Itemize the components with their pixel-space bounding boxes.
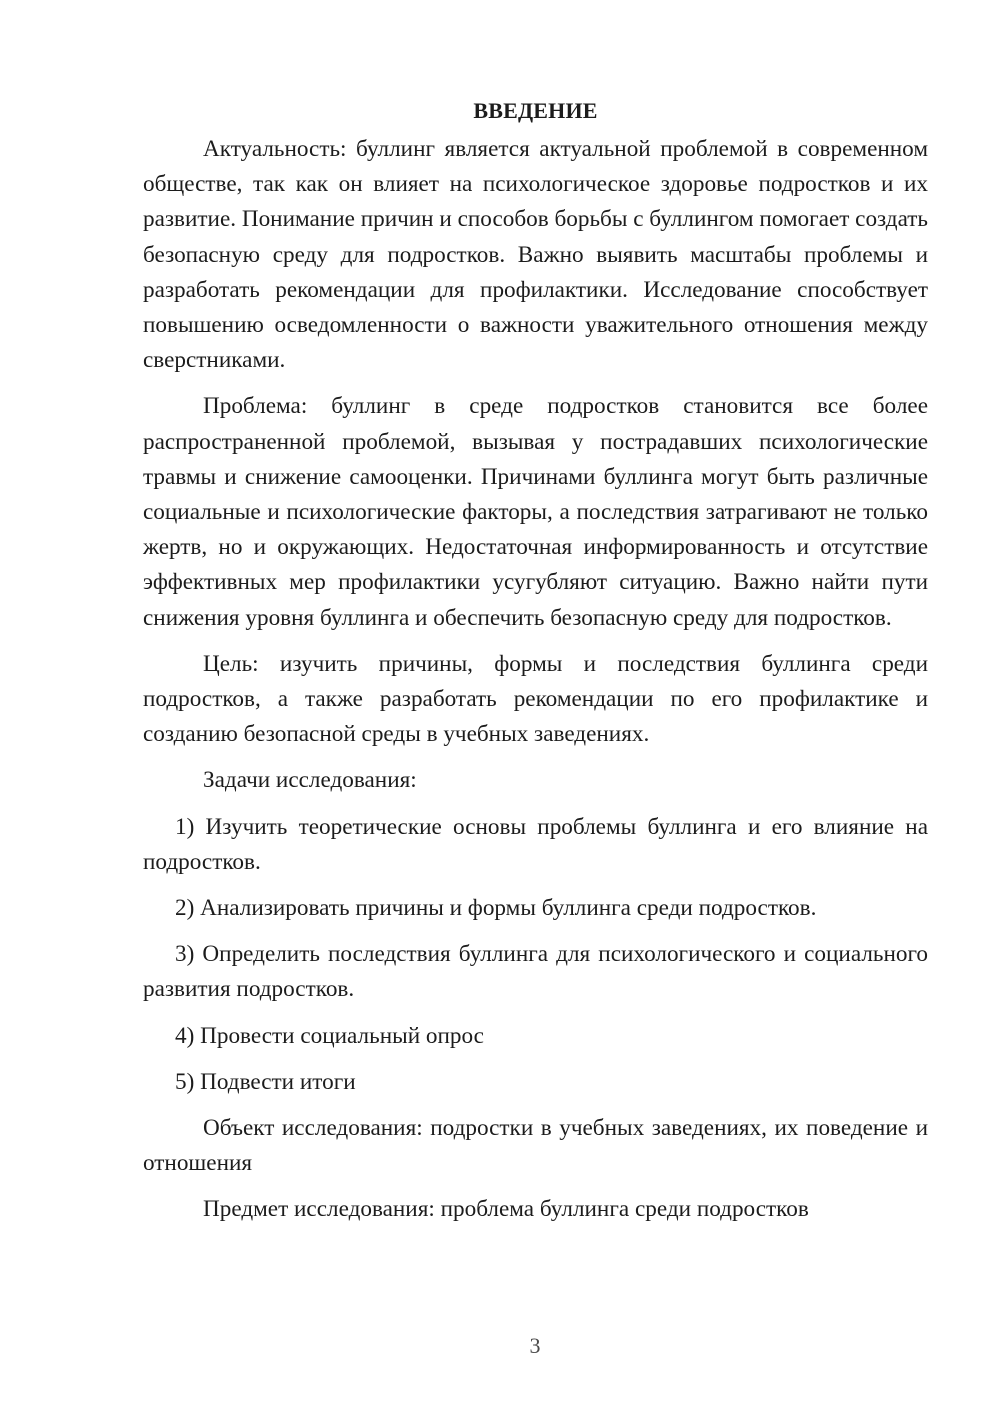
paragraph-relevance: Актуальность: буллинг является актуальной проблемой в современном обществе, так как он влияет на психологическое здоровье подростков и их развитие. Понимание причин и способов борьбы с буллингом помогает создать безопасную среду для подростков. Важно выявить масштабы проблемы и разработать рекомендации для профилактики. Исследование способствует повышению осведомленности о важности уважительного отношения между сверстниками. (143, 136, 928, 374)
paragraph-object: Объект исследования: подростки в учебных заведениях, их поведение и отношения (143, 1115, 928, 1177)
document-page (143, 96, 928, 1239)
page-number: 3 (529, 1333, 541, 1358)
paragraph-subject: Предмет исследования: проблема буллинга среди подростков (203, 1196, 809, 1223)
paragraph-problem: Проблема: буллинг в среде подростков становится все более распространенной проблемой, вызывая у пострадавших психологические травмы и снижение самооценки. Причинами буллинга могут быть различные социальные и психологические факторы, а последствия затрагивают не только жертв, но и окружающих. Недостаточная информированность и отсутствие эффективных мер профилактики усугубляют ситуацию. Важно найти пути снижения уровня буллинга и обеспечить безопасную среду для подростков. (143, 393, 928, 631)
task-item-4: 4) Провести социальный опрос (175, 1022, 484, 1049)
task-item-3: 3) Определить последствия буллинга для психологического и социального развития подростков. (143, 941, 928, 1003)
tasks-heading: Задачи исследования: (203, 767, 417, 794)
document-heading: ВВЕДЕНИЕ (473, 98, 598, 123)
task-item-5: 5) Подвести итоги (175, 1068, 356, 1095)
task-item-2: 2) Анализировать причины и формы буллинга среди подростков. (175, 895, 817, 922)
paragraph-goal: Цель: изучить причины, формы и последствия буллинга среди подростков, а также разработать рекомендации по его профилактике и созданию безопасной среды в учебных заведениях. (143, 650, 928, 748)
task-item-1: 1) Изучить теоретические основы проблемы буллинга и его влияние на подростков. (143, 813, 928, 875)
